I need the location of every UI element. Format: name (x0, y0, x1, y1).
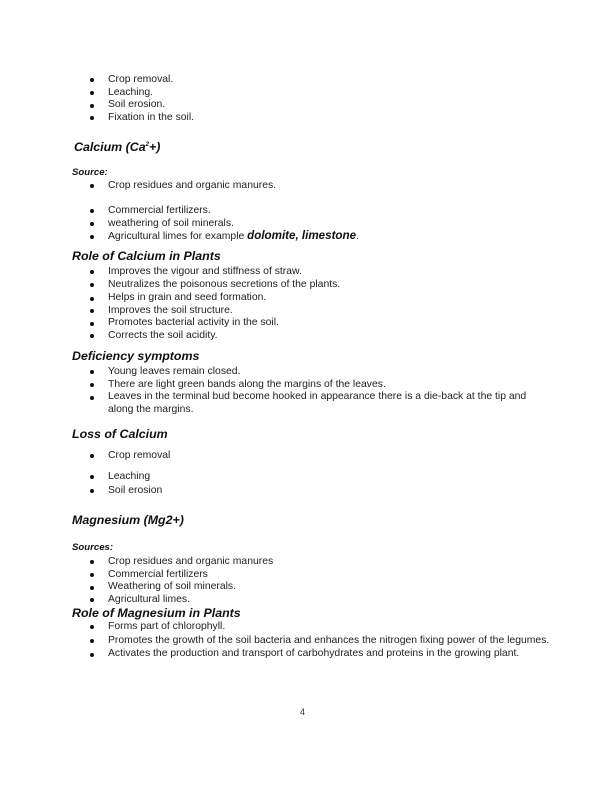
list-item: Activates the production and transport of carbohydrates and proteins in the growing plant. (0, 648, 612, 661)
bullet-icon (90, 475, 94, 479)
calcium-sources-list-cont (0, 205, 612, 244)
bullet-icon (90, 184, 94, 188)
bullet-icon (90, 297, 94, 301)
magnesium-source-label: Sources: (72, 542, 114, 553)
list-item: Improves the soil structure. (0, 305, 612, 318)
list-item: Forms part of chlorophyll. (0, 621, 612, 634)
emphasis-text: dolomite, limestone (247, 229, 357, 243)
bullet-icon (90, 78, 94, 82)
bullet-icon (90, 116, 94, 120)
magnesium-heading: Magnesium (Mg2+) (72, 513, 184, 527)
bullet-icon (90, 91, 94, 95)
magnesium-sources-list (0, 556, 612, 606)
list-item: Crop residues and organic manures. (0, 180, 612, 193)
list-item: Agricultural limes for example dolomite, limestone. (0, 230, 612, 244)
list-item: Leaching (0, 471, 612, 484)
page-number: 4 (300, 707, 306, 717)
bullet-icon (90, 396, 94, 400)
list-item: Promotes the growth of the soil bacteria and enhances the nitrogen fixing power of the legumes. (0, 635, 612, 648)
bullet-icon (90, 370, 94, 374)
list-item: Fixation in the soil. (0, 112, 612, 125)
loss-of-calcium-heading: Loss of Calcium (72, 427, 168, 441)
list-item: Soil erosion. (0, 99, 612, 112)
list-item: Commercial fertilizers. (0, 205, 612, 218)
bullet-icon (90, 598, 94, 602)
magnesium-roles-list (0, 621, 612, 661)
bullet-icon (90, 573, 94, 577)
bullet-icon (90, 653, 94, 657)
bullet-icon (90, 639, 94, 643)
list-item: Agricultural limes. (0, 594, 612, 607)
deficiency-heading: Deficiency symptoms (72, 349, 200, 363)
calcium-source-label: Source: (72, 167, 108, 178)
list-item: Young leaves remain closed. (0, 366, 612, 379)
calcium-roles-list (0, 266, 612, 343)
nutrient-loss-list (0, 74, 612, 124)
list-item: Soil erosion (0, 485, 612, 498)
bullet-icon (90, 283, 94, 287)
list-item: Promotes bacterial activity in the soil. (0, 317, 612, 330)
bullet-icon (90, 104, 94, 108)
list-item: Improves the vigour and stiffness of straw. (0, 266, 612, 279)
magnesium-role-heading: Role of Magnesium in Plants (72, 606, 241, 620)
bullet-icon (90, 383, 94, 387)
bullet-icon (90, 209, 94, 213)
bullet-icon (90, 235, 94, 239)
list-item: Helps in grain and seed formation. (0, 292, 612, 305)
list-item: Corrects the soil acidity. (0, 330, 612, 343)
list-item: Crop residues and organic manures (0, 556, 612, 569)
bullet-icon (90, 489, 94, 493)
list-item: Weathering of soil minerals. (0, 581, 612, 594)
list-item: weathering of soil minerals. (0, 218, 612, 231)
bullet-icon (90, 586, 94, 590)
list-item: Leaching. (0, 87, 612, 100)
bullet-icon (90, 309, 94, 313)
bullet-icon (90, 270, 94, 274)
calcium-sources-list (0, 180, 612, 193)
calcium-heading: Calcium $(Ca^2+)$ (74, 140, 161, 154)
list-item: Leaves in the terminal bud become hooked in appearance there is a die-back at the tip and along the margins. (0, 391, 612, 416)
bullet-icon (90, 334, 94, 338)
list-item: Commercial fertilizers (0, 569, 612, 582)
list-item: Neutralizes the poisonous secretions of the plants. (0, 279, 612, 292)
list-item: Crop removal. (0, 74, 612, 87)
loss-of-calcium-list-cont (0, 471, 612, 497)
bullet-icon (90, 625, 94, 629)
list-item: There are light green bands along the margins of the leaves. (0, 379, 612, 392)
bullet-icon (90, 560, 94, 564)
loss-of-calcium-list (0, 450, 612, 463)
list-item: Crop removal (0, 450, 612, 463)
bullet-icon (90, 222, 94, 226)
bullet-icon (90, 454, 94, 458)
bullet-icon (90, 322, 94, 326)
calcium-role-heading: Role of Calcium in Plants (72, 249, 221, 263)
deficiency-list (0, 366, 612, 416)
